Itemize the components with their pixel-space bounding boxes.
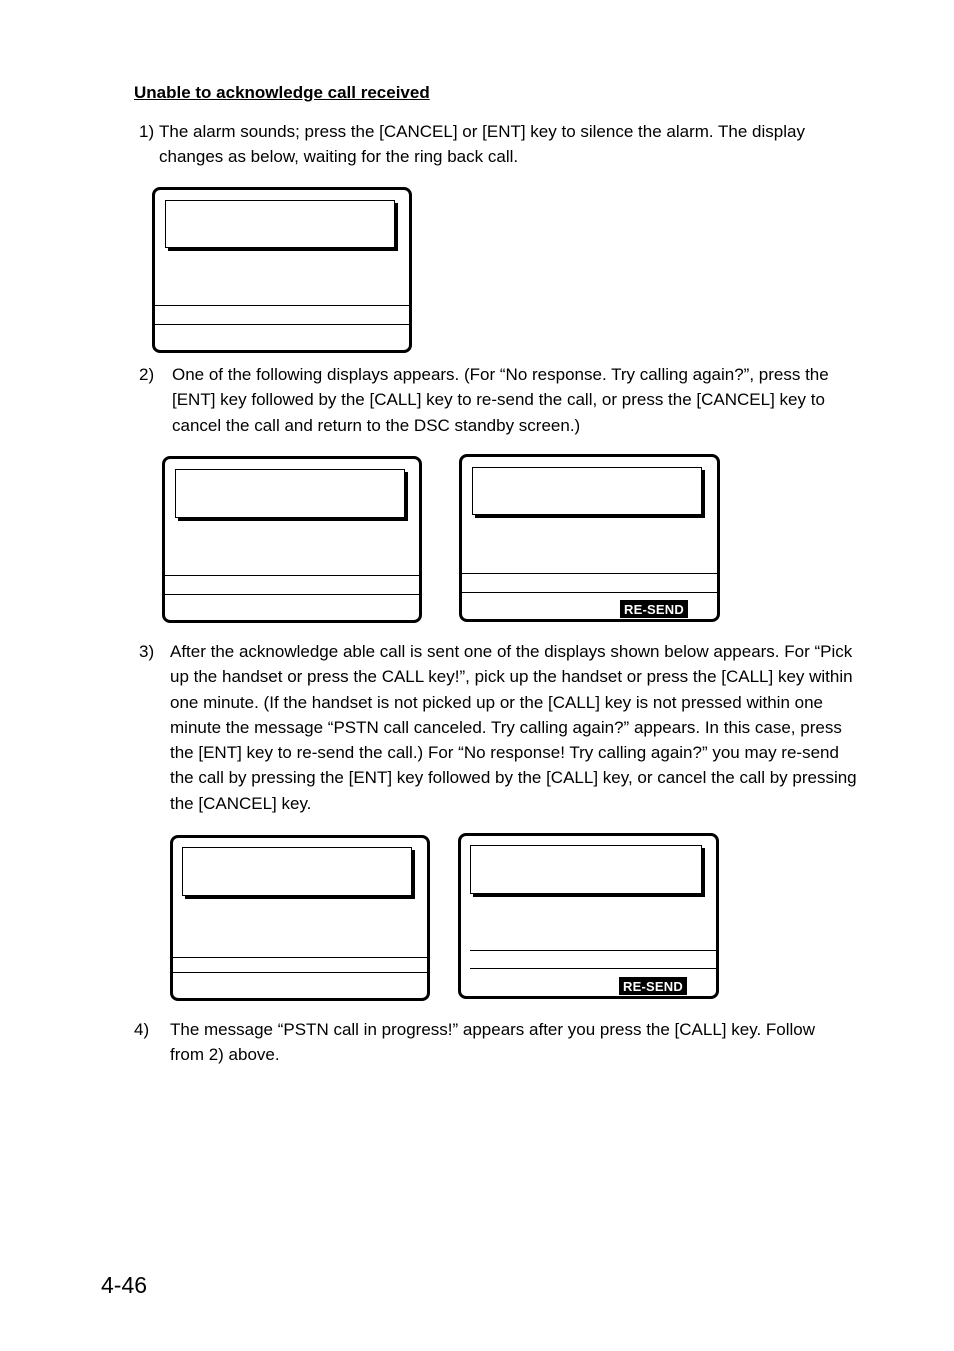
step-text: The message “PSTN call in progress!” appears after you press the [CALL] key. Follow from 2) above.	[170, 1020, 816, 1065]
step-text: One of the following displays appears. (For “No response. Try calling again?”, press the [ENT] key followed by the [CALL] key to re-send the call, or press the [CANCEL] key to cancel the call and return to the DSC standby screen.)	[172, 365, 829, 435]
display-divider	[165, 575, 419, 576]
display-divider	[155, 305, 409, 306]
display-screen-no-response	[459, 454, 720, 622]
display-divider	[470, 950, 716, 951]
display-divider	[173, 972, 427, 973]
display-title-box	[472, 467, 702, 515]
display-screen-waiting	[152, 187, 412, 353]
step-number: 2)	[139, 365, 155, 384]
display-divider	[173, 957, 427, 958]
section-heading: Unable to acknowledge call received	[134, 83, 430, 102]
display-divider	[470, 968, 716, 969]
page-number: 4-46	[101, 1272, 148, 1298]
step-4	[134, 1017, 852, 1068]
display-screen-a	[162, 456, 422, 623]
display-divider	[155, 324, 409, 325]
step-text: After the acknowledge able call is sent one of the displays shown below appears. For “Pick up the handset or press the CALL key!”, pick up the handset or press the [CALL] key within one minute. (If the handset is not picked up or the [CALL] key is not pressed within one minute the message “PSTN call canceled. Try calling again?” appears. In this case, press the [ENT] key to re-send the call.) For “No response! Try calling again?” you may re-send the call by pressing the [ENT] key followed by the [CALL] key, or cancel the call by pressing the [CANCEL] key.	[170, 642, 857, 813]
display-title-box	[165, 200, 395, 248]
step-number: 3)	[139, 642, 155, 661]
resend-softkey[interactable]: RE-SEND	[620, 600, 688, 618]
display-divider	[165, 594, 419, 595]
display-title-box	[175, 469, 405, 518]
step-3	[139, 639, 857, 816]
display-screen-no-response-2	[458, 833, 719, 999]
display-title-box	[182, 847, 412, 896]
display-divider	[462, 573, 717, 574]
resend-softkey[interactable]: RE-SEND	[619, 977, 687, 995]
display-screen-handset	[170, 835, 430, 1001]
step-number: 4)	[134, 1020, 150, 1039]
display-divider	[462, 592, 717, 593]
display-title-box	[470, 845, 702, 894]
step-text: The alarm sounds; press the [CANCEL] or [ENT] key to silence the alarm. The display changes as below, waiting for the ring back call.	[159, 122, 805, 167]
step-2	[139, 362, 857, 438]
step-number: 1)	[139, 122, 155, 141]
step-1	[139, 119, 839, 170]
